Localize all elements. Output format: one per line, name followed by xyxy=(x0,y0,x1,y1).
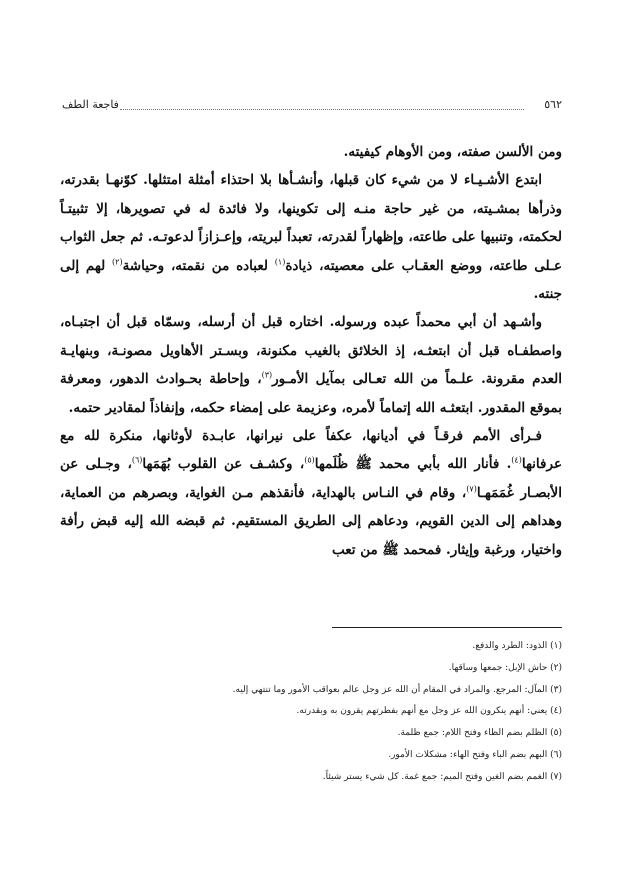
text-line: بحـوادث الدهور، ومعرفة بموقع المقدور. ابتعثـه الله إتماماً لأمره، وعزيمة على xyxy=(60,371,562,416)
text-line: فـرأى الأمم فرقـاً في أديانها، عكفاً على نيرانها، عابـدة لأوثانها، منكرة لله xyxy=(83,428,542,445)
footnote: (٦) البهم بضم الباء وفتح الهاء: مشكلات الأمور. xyxy=(388,749,562,760)
text-line: إمضاء حكمه، وإنفاذاً لمقادير حتمه. xyxy=(68,399,263,416)
text-line: اجتبـاه، واصطفـاه قبل أن ابتعثـه، إذ الخلائق بالغيب مكنونة، وبسـتر الأهاويل xyxy=(60,314,562,359)
paragraph xyxy=(60,138,562,166)
text-fragment: ، وقام في النـاس بالهداية، فأنقذهم مـن الغواية، xyxy=(184,484,467,501)
text-fragment: مصونـة، وبنهايـة العدم مقرونة. علـماً من الله تعـالى بمآيل الأمـور xyxy=(60,342,562,388)
text-line: كوّنهـا بقدرته، وذرأها بمشـيته، من غير حاجة منـه إلى تكوينها، ولا فائدة له في xyxy=(60,172,562,217)
paragraph xyxy=(60,308,562,422)
running-header xyxy=(62,96,562,114)
text-line: وإعـزازاً لدعوتـه. ثم جعل الثواب عـلى طاعته، ووضع العقـاب على معصيته، xyxy=(60,229,563,274)
text-line: تصويرها، إلا تثبيتـاً لحكمته، وتنبيها على طاعته، وإظهاراً لقدرته، تعبداً لبريته، xyxy=(60,200,562,246)
main-text xyxy=(60,138,562,564)
footnote-ref: (٢) xyxy=(112,257,123,267)
paragraph xyxy=(60,422,562,564)
text-fragment: لعباده من نقمته، وحياشة xyxy=(122,257,275,274)
text-fragment: ، وكشـف عن القلوب بُهَمَها xyxy=(142,456,305,473)
footnote-separator xyxy=(332,627,562,628)
footnote: (٥) الظلم بضم الظاء وفتح اللام: جمع ظلمة. xyxy=(397,728,562,739)
text-fragment: . فأنار الله بأبي محمد ﷺ ظُلَمها xyxy=(314,456,512,473)
text-line: ومن الألسن صفته، ومن الأوهام كيفيته. xyxy=(343,144,562,160)
text-line: وأشـهد أن أبي محمداً عبده ورسوله. اختاره قبل أن أرسله، وسمّاه قبل أن xyxy=(106,314,542,331)
text-fragment: ، xyxy=(127,456,132,473)
text-line: وبصرهم من العماية، وهداهم إلى الدين القويم، ودعاهم إلى الطريق المستقيم. xyxy=(60,484,562,530)
page-number: ٥٦٢ xyxy=(544,98,562,111)
footnote-ref: (٧) xyxy=(466,484,477,494)
footnote-ref: (٥) xyxy=(304,455,315,465)
text-line: ثم قبضه الله إليه قبض رأفة واختيار، ورغبة وإيثار. فمحمد ﷺ من تعب xyxy=(60,513,562,558)
footnote-ref: (٦) xyxy=(131,455,143,465)
text-fragment: مع عرفانها xyxy=(60,428,563,473)
footnote: (٧) الغمم بضم الغين وفتح الميم: جمع غمة. كل شيء يستر شيئاً. xyxy=(322,771,562,782)
running-title: فاجعة الطف xyxy=(62,98,119,111)
footnote-ref: (٣) xyxy=(261,370,273,380)
footnote: (٣) المآل: المرجع. والمراد في المقام أن الله عز وجل عالم بعواقب الأمور وما تنتهي إليه. xyxy=(232,684,562,695)
text-fragment: ، وإحاطة xyxy=(209,371,262,388)
footnote: (٢) حاش الإبل: جمعها وساقها. xyxy=(448,662,562,673)
text-fragment: ذيادة xyxy=(285,257,313,274)
footnote-ref: (١) xyxy=(274,257,286,267)
text-fragment: لهم إلى جنته. xyxy=(60,257,562,303)
header-dotted-leader xyxy=(120,91,524,110)
footnote-ref: (٤) xyxy=(511,455,522,465)
footnote: (١) الذود: الطرد والدفع. xyxy=(472,641,562,651)
text-fragment: وجـلى عن الأبصـار غُمَمَهـا xyxy=(60,456,562,501)
paragraph xyxy=(60,166,562,308)
text-line: ابتدع الأشـيـاء لا من شيء كان قبلها، وأنشـأها بلا احتذاء أمثلة امتثلها. xyxy=(143,172,543,189)
footnote: (٤) يعني: أنهم ينكرون الله عز وجل مع أنهم بفطرتهم يقرون به وبقدرته. xyxy=(296,706,562,717)
footnotes xyxy=(60,636,562,789)
